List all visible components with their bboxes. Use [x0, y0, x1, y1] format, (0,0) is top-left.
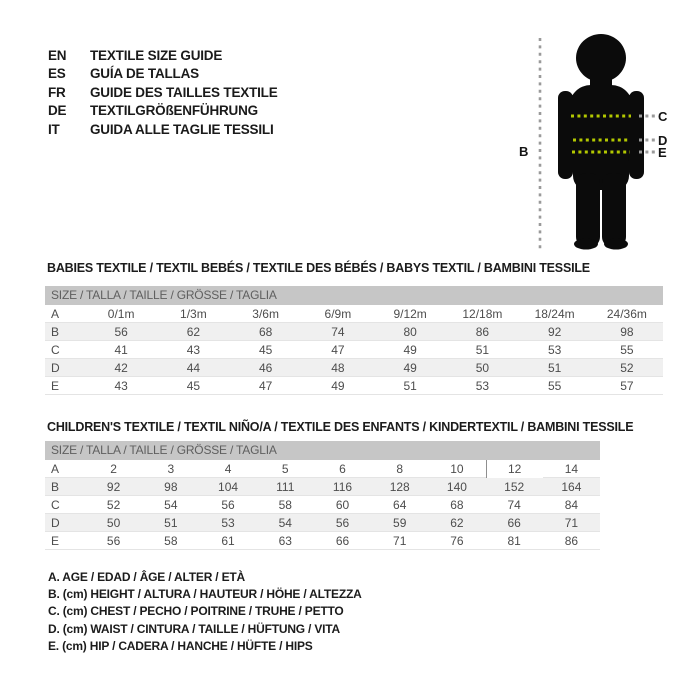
size-cell: 86	[564, 534, 579, 548]
size-cell: 41	[114, 343, 128, 357]
height-label: B	[519, 144, 529, 159]
size-cell: 3/6m	[252, 307, 279, 321]
size-cell: 50	[475, 361, 490, 375]
size-cell: 46	[258, 361, 273, 375]
size-cell: 60	[335, 498, 350, 512]
hip-label: E	[658, 145, 667, 160]
legend-line: B. (cm) HEIGHT / ALTURA / HAUTEUR / HÖHE / ALTEZZA	[48, 587, 362, 602]
size-cell: 58	[164, 534, 178, 548]
size-cell: 128	[389, 480, 410, 494]
language-title-list	[48, 47, 278, 139]
waist-label: D	[658, 133, 668, 148]
size-cell: 56	[106, 534, 121, 548]
size-cell: 24/36m	[606, 307, 647, 321]
size-cell: 54	[164, 498, 178, 512]
size-cell: 51	[547, 361, 562, 375]
row-label: D	[51, 516, 60, 530]
size-table-row-c	[45, 496, 600, 514]
children-table-title: CHILDREN'S TEXTILE / TEXTIL NIÑO/A / TEXTILE DES ENFANTS / KINDERTEXTIL / BAMBINI TESSILE	[47, 420, 634, 434]
size-cell: 56	[114, 325, 128, 339]
language-row	[48, 47, 278, 65]
size-cell: 76	[450, 534, 464, 548]
size-cell: 2	[110, 462, 117, 476]
size-cell: 53	[547, 343, 562, 357]
size-cell: 98	[620, 325, 634, 339]
row-label: A	[51, 307, 60, 321]
size-cell: 18/24m	[534, 307, 575, 321]
size-cell: 1/3m	[180, 307, 207, 321]
legend-line: E. (cm) HIP / CADERA / HANCHE / HÜFTE / HIPS	[48, 638, 313, 653]
size-table-row-e	[45, 377, 663, 395]
size-cell: 43	[114, 379, 128, 393]
size-table-header: SIZE / TALLA / TAILLE / GRÖSSE / TAGLIA	[45, 286, 663, 305]
size-cell: 45	[186, 379, 201, 393]
row-label: B	[51, 480, 60, 494]
size-cell: 64	[393, 498, 407, 512]
size-cell: 74	[331, 325, 345, 339]
language-row	[48, 121, 278, 139]
size-cell: 49	[331, 379, 345, 393]
language-title: TEXTILGRÖßENFÜHRUNG	[90, 103, 258, 119]
size-cell: 47	[258, 379, 273, 393]
size-table-row-c	[45, 341, 663, 359]
size-cell: 49	[403, 343, 417, 357]
size-cell: 152	[504, 480, 525, 494]
size-cell: 68	[258, 325, 273, 339]
size-table-row-d	[45, 514, 600, 532]
size-cell: 49	[403, 361, 417, 375]
size-cell: 81	[507, 534, 521, 548]
row-label: D	[51, 361, 60, 375]
babies-table-title: BABIES TEXTILE / TEXTIL BEBÉS / TEXTILE DES BÉBÉS / BABYS TEXTIL / BAMBINI TESSILE	[47, 261, 590, 275]
size-cell: 164	[561, 480, 582, 494]
size-cell: 68	[450, 498, 464, 512]
language-title: GUÍA DE TALLAS	[90, 66, 199, 82]
size-cell: 71	[393, 534, 407, 548]
language-code: FR	[48, 84, 66, 100]
size-cell: 0/1m	[107, 307, 135, 321]
size-cell: 86	[475, 325, 490, 339]
size-cell: 51	[403, 379, 417, 393]
row-label: C	[51, 343, 60, 357]
child-measurement-figure	[505, 25, 675, 265]
language-title: GUIDA ALLE TAGLIE TESSILI	[90, 121, 274, 137]
size-cell: 8	[396, 462, 404, 476]
legend-line: A. AGE / EDAD / ÂGE / ALTER / ETÀ	[48, 570, 245, 584]
language-row	[48, 102, 278, 120]
size-cell: 47	[331, 343, 345, 357]
language-code: ES	[48, 66, 66, 82]
size-cell: 66	[335, 534, 350, 548]
size-table-row-d	[45, 359, 663, 377]
legend-line: C. (cm) CHEST / PECHO / POITRINE / TRUHE / PETTO	[48, 604, 344, 619]
children-size-table	[45, 441, 600, 550]
size-cell: 5	[281, 462, 289, 476]
size-cell: 53	[475, 379, 490, 393]
size-table-row-b	[45, 478, 600, 496]
language-code: EN	[48, 48, 67, 63]
size-cell: 140	[446, 480, 467, 494]
size-cell: 104	[218, 480, 239, 494]
size-cell: 55	[547, 379, 562, 393]
row-label: B	[51, 325, 60, 339]
size-cell: 57	[620, 379, 634, 393]
size-cell: 42	[114, 361, 128, 375]
size-cell: 52	[106, 498, 121, 512]
chest-label: C	[658, 109, 668, 124]
row-label: E	[51, 534, 60, 548]
size-cell: 66	[507, 516, 521, 530]
size-cell: 74	[507, 498, 521, 512]
size-cell: 54	[278, 516, 292, 530]
language-title: GUIDE DES TAILLES TEXTILE	[90, 84, 278, 100]
language-title: TEXTILE SIZE GUIDE	[90, 48, 223, 63]
size-cell: 58	[278, 498, 292, 512]
size-cell: 51	[475, 343, 490, 357]
size-cell: 62	[450, 516, 464, 530]
size-cell: 62	[186, 325, 201, 339]
size-cell: 56	[221, 498, 235, 512]
legend-line: D. (cm) WAIST / CINTURA / TAILLE / HÜFTUNG / VITA	[48, 621, 340, 636]
size-cell: 6/9m	[324, 307, 352, 321]
size-cell: 9/12m	[393, 307, 427, 321]
language-code: IT	[48, 121, 60, 137]
size-cell: 48	[331, 361, 345, 375]
size-cell: 98	[164, 480, 178, 494]
size-cell: 44	[186, 361, 201, 375]
size-cell: 10	[450, 462, 464, 476]
size-cell: 53	[221, 516, 235, 530]
size-cell: 71	[564, 516, 579, 530]
row-label: A	[51, 462, 60, 476]
size-cell: 80	[403, 325, 417, 339]
size-cell: 4	[224, 462, 232, 476]
row-label: C	[51, 498, 60, 512]
size-cell: 59	[393, 516, 407, 530]
size-cell: 52	[620, 361, 634, 375]
babies-size-table	[45, 286, 663, 395]
size-cell: 111	[276, 480, 295, 494]
measurement-legend	[48, 569, 362, 655]
language-code: DE	[48, 103, 67, 119]
size-cell: 50	[106, 516, 121, 530]
size-cell: 14	[564, 462, 579, 476]
size-cell: 43	[186, 343, 201, 357]
size-cell: 63	[278, 534, 292, 548]
size-table-row-a	[45, 460, 600, 478]
size-cell: 51	[164, 516, 178, 530]
language-row	[48, 65, 278, 83]
size-table-row-b	[45, 323, 663, 341]
size-cell: 56	[335, 516, 350, 530]
language-row	[48, 84, 278, 102]
size-cell: 6	[339, 462, 346, 476]
size-cell: 92	[106, 480, 121, 494]
size-cell: 12	[486, 460, 543, 478]
child-silhouette	[558, 34, 644, 250]
size-table-row-a	[45, 305, 663, 323]
size-cell: 45	[258, 343, 273, 357]
size-cell: 55	[620, 343, 634, 357]
size-table-row-e	[45, 532, 600, 550]
size-cell: 12/18m	[462, 307, 503, 321]
size-cell: 61	[221, 534, 235, 548]
row-label: E	[51, 379, 60, 393]
size-table-header: SIZE / TALLA / TAILLE / GRÖSSE / TAGLIA	[45, 441, 600, 460]
size-cell: 116	[332, 480, 353, 494]
size-cell: 84	[564, 498, 579, 512]
size-cell: 3	[167, 462, 175, 476]
size-cell: 92	[547, 325, 562, 339]
